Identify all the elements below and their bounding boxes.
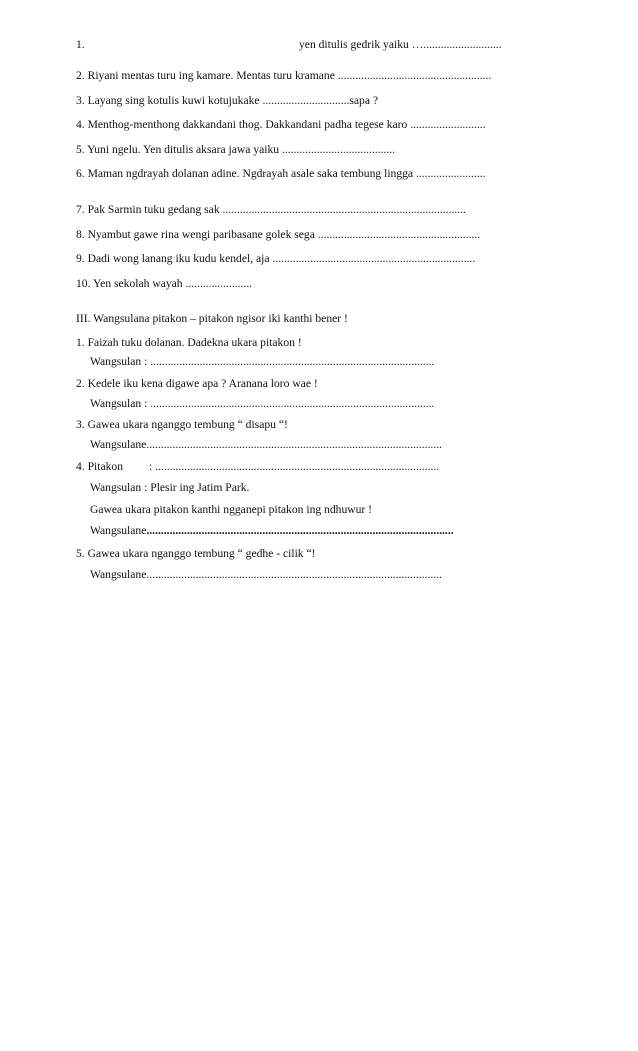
question-text: yen ditulis gedrik yaiku …........................... xyxy=(299,38,502,51)
answer-dots: .......................................................................................................... xyxy=(146,524,454,537)
question-number: 1. xyxy=(76,38,85,51)
instruction-3-4: Gawea ukara pitakon kanthi ngganepi pitakon ing ndhuwur ! xyxy=(90,503,373,516)
answer-line-3-2: Wangsulan : .................................................................................................. xyxy=(90,397,435,410)
answer-dots: : .................................................................................................. xyxy=(149,460,440,473)
question-2-4: 4. Menthog-menthong dakkandani thog. Dakkandani padha tegese karo .......................... xyxy=(76,118,486,131)
section-3-heading: III. Wangsulana pitakon – pitakon ngisor iki kanthi bener ! xyxy=(76,312,348,325)
answer-line-3-4 xyxy=(90,524,454,538)
question-2-9: 9. Dadi wong lanang iku kudu kendel, aja ...................................................................... xyxy=(76,252,476,265)
answer-line-3-1: Wangsulan : .................................................................................................. xyxy=(90,355,435,368)
question-3-2: 2. Kedele iku kena digawe apa ? Aranana loro wae ! xyxy=(76,377,318,390)
question-2-8: 8. Nyambut gawe rina wengi paribasane golek sega ........................................................ xyxy=(76,228,481,241)
question-3-3: 3. Gawea ukara nganggo tembung “ disapu “! xyxy=(76,418,288,431)
question-2-2: 2. Riyani mentas turu ing kamare. Mentas turu kramane ..................................................... xyxy=(76,69,492,82)
question-2-7: 7. Pak Sarmin tuku gedang sak .................................................................................... xyxy=(76,203,466,216)
question-3-5: 5. Gawea ukara nganggo tembung “ gedhe - cilik “! xyxy=(76,547,316,560)
question-2-3: 3. Layang sing kotulis kuwi kotujukake ..............................sapa ? xyxy=(76,94,379,107)
answer-line-3-5: Wangsulane...................................................................................................... xyxy=(90,568,443,581)
answer-label: Wangsulane xyxy=(90,524,147,537)
question-2-5: 5. Yuni ngelu. Yen ditulis aksara jawa yaiku ....................................... xyxy=(76,143,396,156)
question-label: 4. Pitakon xyxy=(76,460,124,473)
question-2-6: 6. Maman ngdrayah dolanan adine. Ngdrayah asale saka tembung lingga ........................ xyxy=(76,167,486,180)
question-2-1 xyxy=(76,38,556,52)
answer-3-4: Wangsulan : Plesir ing Jatim Park. xyxy=(90,481,250,494)
question-2-10: 10. Yen sekolah wayah ....................... xyxy=(76,277,253,290)
question-3-1: 1. Faizah tuku dolanan. Dadekna ukara pitakon ! xyxy=(76,336,302,349)
question-3-4 xyxy=(76,460,440,474)
answer-line-3-3: Wangsulane...................................................................................................... xyxy=(90,438,443,451)
